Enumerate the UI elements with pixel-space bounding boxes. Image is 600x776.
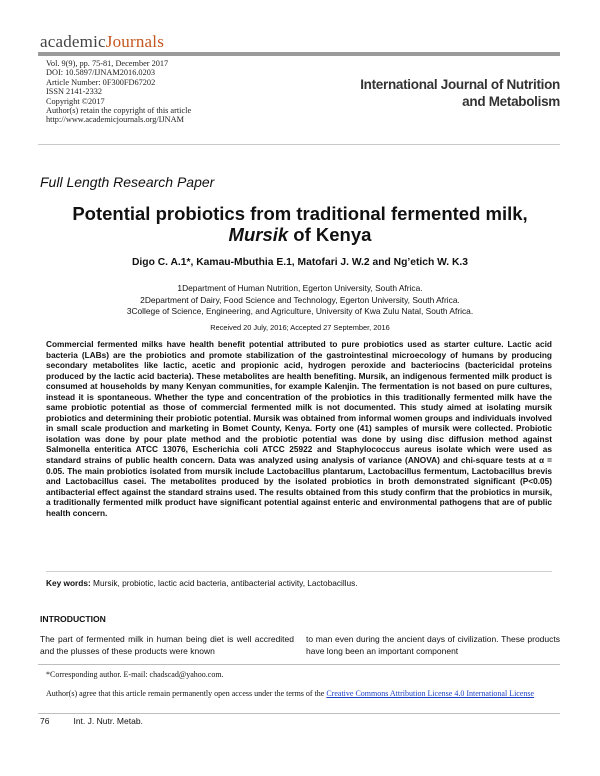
keywords-label: Key words:	[46, 578, 91, 588]
meta-doi: DOI: 10.5897/IJNAM2016.0203	[46, 68, 156, 78]
intro-column-right: to man even during the ancient days of civilization. These products have long been an important component	[306, 634, 560, 656]
keywords	[46, 578, 552, 588]
article-metadata	[46, 59, 296, 125]
paper-title	[40, 203, 560, 245]
meta-rights: Author(s) retain the copyright of this article	[46, 106, 192, 116]
keywords-list: Mursik, probiotic, lactic acid bacteria, antibacterial activity, Lactobacillus.	[90, 578, 358, 588]
abstract: Commercial fermented milks have health benefit potential attributed to pure probiotics used as starter culture. Lactic acid bacteria (LABs) are the probiotics and promote stabilization of the gastrointestinal microecology of humans by producing secondary metabolites like lactic, acetic and propionic acid, hydrogen peroxide and bacteriocins (bactericidal proteins produced by the lactic acid bacteria). These metabolites are health benefiting. Mursik, an indigenous fermented milk product is consumed at households by many Kenyan communities, for example Kalenjin. The fermentation is not based on pure cultures, instead it is spontaneous. Whether the type and concentration of the probiotics in this traditionally fermented milk have the same probiotic potential as those of commercial fermented milk is not documented. This study aimed at isolating mursik probiotics and determining their probiotic potential. Mursik was obtained from informal women groups and individuals involved in small scale production and marketing in Bomet County, Kenya. Forty one (41) samples of mursik were collected. Probiotic isolation was done by pour plate method and the probiotic potential was done by using disc diffusion method against Salmonella enteritica ATCC 13076, Escherichia coli ATCC 25922 and Staphylococcus aureus isolate which were used as standard strains of public health concern. Data was analyzed using analysis of variance (ANOVA) and chi-square tests at α = 0.05. The main probiotics isolated from mursik include Lactobacillus plantarum, Lactobacillus fermentum, Lactobacillus brevis and Lactobacillus casei. The metabolites produced by the isolated probiotics in broth demonstrated significant (P<0.05) antibacterial effect against the standard strains used. The results obtained from this study confirm that the probiotics in mursik, a traditionally fermented milk product have significant potential against enteric and environmental pathogens that are of public health concern.	[46, 339, 552, 518]
header-bar	[38, 52, 560, 56]
affiliations	[40, 283, 560, 318]
license-link[interactable]: Creative Commons Attribution License 4.0 International License	[326, 689, 535, 698]
title-italic-word: Mursik	[228, 224, 289, 245]
meta-volume: Vol. 9(9), pp. 75-81, December 2017	[46, 59, 169, 68]
abstract-divider	[46, 571, 552, 572]
affiliation-2: 2Department of Dairy, Food Science and Technology, Egerton University, South Africa.	[140, 294, 460, 305]
meta-issn: ISSN 2141-2332	[46, 87, 103, 97]
journal-name-line2: and Metabolism	[462, 94, 560, 109]
meta-url[interactable]: http://www.academicjournals.org/IJNAM	[46, 115, 185, 125]
license-note	[46, 689, 558, 699]
journal-name	[330, 76, 560, 110]
section-heading-introduction: INTRODUCTION	[40, 614, 106, 624]
page-number: 76	[40, 716, 50, 726]
publisher-logo	[40, 32, 164, 52]
corresponding-author: *Corresponding author. E-mail: chadscad@yahoo.com.	[46, 670, 224, 679]
logo-suffix: Journals	[105, 32, 165, 51]
journal-abbrev: Int. J. Nutr. Metab.	[73, 716, 143, 726]
header-divider	[38, 144, 560, 145]
title-line2-rest: of Kenya	[288, 224, 372, 245]
intro-column-left: The part of fermented milk in human being diet is well accredited and the plusses of these products were known	[40, 634, 294, 656]
authors: Digo C. A.1*, Kamau-Mbuthia E.1, Matofari J. W.2 and Ng’etich W. K.3	[131, 257, 469, 268]
page-footer	[40, 716, 167, 726]
meta-copyright: Copyright ©2017	[46, 96, 105, 106]
affiliation-3: 3College of Science, Engineering, and Agriculture, University of Kwa Zulu Natal, South Africa.	[126, 306, 474, 316]
title-line1: Potential probiotics from traditional fermented milk,	[72, 203, 528, 224]
meta-article-number: Article Number: 0F300FD67202	[46, 77, 156, 87]
logo-prefix: academic	[40, 32, 106, 51]
journal-name-line1: International Journal of Nutrition	[360, 77, 560, 92]
received-dates: Received 20 July, 2016; Accepted 27 September, 2016	[210, 323, 390, 332]
license-text: Author(s) agree that this article remain permanently open access under the terms of the	[46, 689, 327, 698]
paper-type: Full Length Research Paper	[40, 174, 215, 190]
affiliation-1: 1Department of Human Nutrition, Egerton University, South Africa.	[177, 283, 423, 293]
